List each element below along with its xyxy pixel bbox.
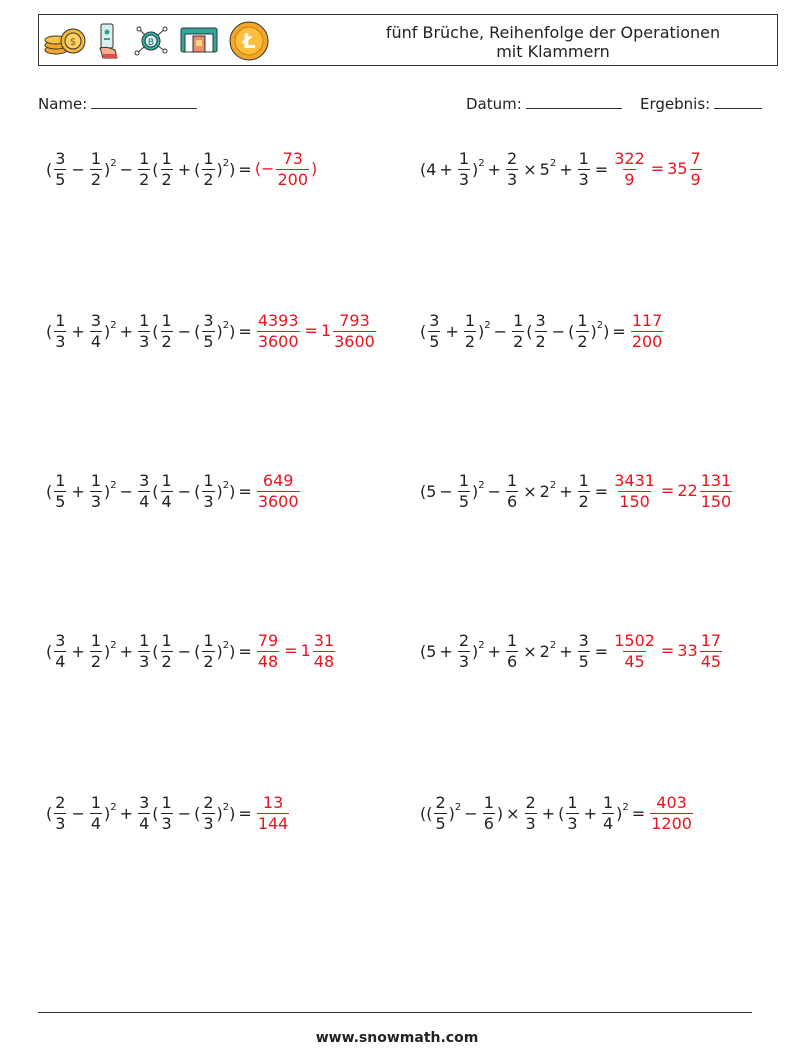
- result-field[interactable]: [640, 94, 762, 113]
- answer-6: $\frac{3431}{150}$ = 22 $\frac{131}{150}$: [614, 470, 732, 511]
- problem-9: ( $\frac{2}{3}$ − $\frac{1}{4}$ ) $^2$ + $\frac{3}{4}$ ( $\frac{1}{3}$ − ( $\frac{2}{3}$ ) $^2$ ) = $\frac{13}{144}$: [46, 788, 291, 838]
- litecoin-icon: [229, 21, 269, 61]
- answer-8: $\frac{1502}{45}$ = 33 $\frac{17}{45}$: [614, 630, 722, 671]
- icon-row: [43, 21, 269, 61]
- answer-9: $\frac{13}{144}$: [257, 792, 289, 833]
- name-field[interactable]: [38, 94, 197, 113]
- date-label: Datum:: [466, 95, 522, 113]
- coins-icon: [43, 24, 87, 58]
- problem-2: (4 + $\frac{1}{3}$ ) $^2$ + $\frac{2}{3}$ × 5 $^2$ + $\frac{1}{3}$ = $\frac{322}{9}$ = 35 $\frac{7}{9}$: [420, 144, 704, 194]
- header-box: [38, 14, 778, 66]
- answer-1: (− $\frac{73}{200}$ ): [254, 148, 318, 189]
- date-field[interactable]: [466, 94, 622, 113]
- answer-4: $\frac{117}{200}$: [631, 310, 663, 351]
- worksheet-title: [353, 23, 753, 61]
- problem-7: ( $\frac{3}{4}$ + $\frac{1}{2}$ ) $^2$ + $\frac{1}{3}$ ( $\frac{1}{2}$ − ( $\frac{1}{2}$ ) $^2$ ) = $\frac{79}{48}$ = 1 $\frac{31}{48}$: [46, 626, 337, 676]
- problem-8: (5 + $\frac{2}{3}$ ) $^2$ + $\frac{1}{6}$ × 2 $^2$ + $\frac{3}{5}$ = $\frac{1502}{45}$ = 33 $\frac{17}{45}$: [420, 626, 724, 676]
- svg-text:Ł: Ł: [242, 29, 256, 53]
- name-line[interactable]: [91, 94, 197, 109]
- footer-divider: [38, 1012, 752, 1013]
- problem-10: (( $\frac{2}{5}$ ) $^2$ − $\frac{1}{6}$ ) × $\frac{2}{3}$ + ( $\frac{1}{3}$ + $\frac{1}{4}$ ) $^2$ = $\frac{403}{1200}$: [420, 788, 695, 838]
- result-line[interactable]: [714, 94, 762, 109]
- problem-4: ( $\frac{3}{5}$ + $\frac{1}{2}$ ) $^2$ − $\frac{1}{2}$ ( $\frac{3}{2}$ − ( $\frac{1}{2}$ ) $^2$ ) = $\frac{117}{200}$: [420, 306, 665, 356]
- svg-text:B: B: [147, 38, 155, 48]
- title-line-1: fünf Brüche, Reihenfolge der Operationen: [385, 23, 721, 42]
- name-label: Name:: [38, 95, 88, 113]
- answer-2: $\frac{322}{9}$ = 35 $\frac{7}{9}$: [614, 148, 701, 189]
- svg-text:$: $: [69, 37, 77, 48]
- problem-1: ( $\frac{3}{5}$ − $\frac{1}{2}$ ) $^2$ − $\frac{1}{2}$ ( $\frac{1}{2}$ + ( $\frac{1}{2}$ ) $^2$ ) = (− $\frac{73}{200}$ ): [46, 148, 318, 189]
- problem-3: ( $\frac{1}{3}$ + $\frac{3}{4}$ ) $^2$ + $\frac{1}{3}$ ( $\frac{1}{2}$ − ( $\frac{3}{5}$ ) $^2$ ) = $\frac{4393}{3600}$ = 1 $\frac{793}{3600}$: [46, 306, 378, 356]
- title-line-2: mit Klammern: [496, 42, 610, 61]
- answer-10: $\frac{403}{1200}$: [651, 792, 692, 833]
- atm-card-icon: [179, 24, 219, 58]
- problem-5: ( $\frac{1}{5}$ + $\frac{1}{3}$ ) $^2$ − $\frac{3}{4}$ ( $\frac{1}{4}$ − ( $\frac{1}{3}$ ) $^2$ ) = $\frac{649}{3600}$: [46, 466, 302, 516]
- result-label: Ergebnis:: [640, 95, 711, 113]
- date-line[interactable]: [526, 94, 622, 109]
- answer-3: $\frac{4393}{3600}$ = 1 $\frac{793}{3600}$: [257, 310, 375, 351]
- footer-url[interactable]: www.snowmath.com: [315, 1030, 479, 1046]
- bitcoin-network-icon: [133, 23, 169, 59]
- problem-6: (5 − $\frac{1}{5}$ ) $^2$ − $\frac{1}{6}$ × 2 $^2$ + $\frac{1}{2}$ = $\frac{3431}{150}$ = 22 $\frac{131}{150}$: [420, 466, 734, 516]
- answer-5: $\frac{649}{3600}$: [257, 470, 299, 511]
- answer-7: $\frac{79}{48}$ = 1 $\frac{31}{48}$: [257, 630, 335, 671]
- phone-payment-icon: [97, 22, 123, 60]
